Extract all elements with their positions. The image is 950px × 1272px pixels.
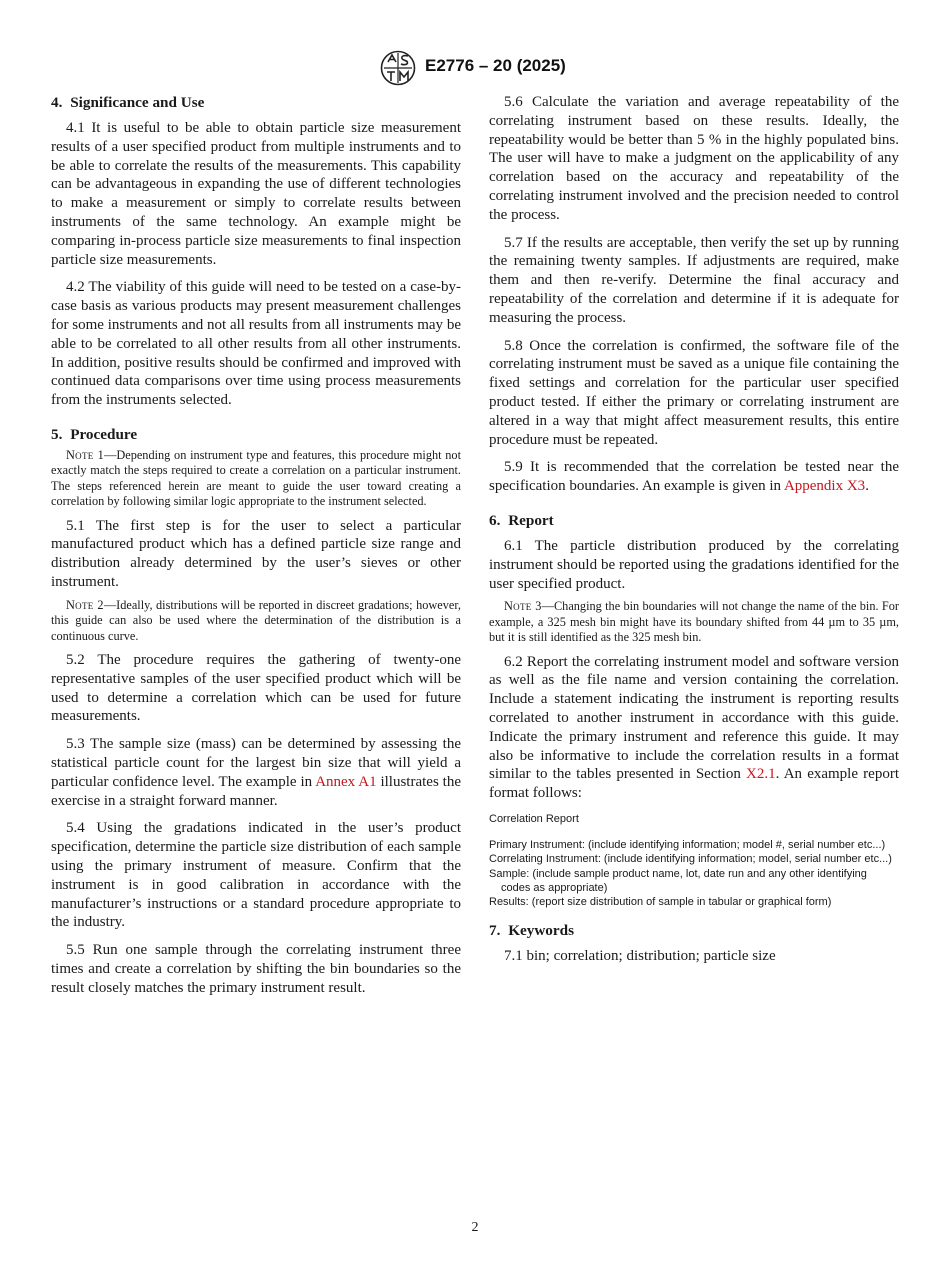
astm-logo-icon xyxy=(380,50,416,86)
note-label: Note 3 xyxy=(504,599,542,614)
section-title: Keywords xyxy=(508,922,574,940)
paragraph-text: illustrates the exercise in a straight forward manner. xyxy=(51,773,462,809)
note-text: —Depending on instrument type and features, this procedure might not exactly match the steps required to create a correlation on a particular instrument. The steps referenced herein are meant to guide the user toward creating a correlation by following similar logic appropriate to the instrument selected. xyxy=(51,447,462,509)
section-title: Report xyxy=(508,511,554,529)
appendix-x3-link[interactable]: Appendix X3 xyxy=(783,478,866,495)
note-2 xyxy=(51,598,461,644)
paragraph-text: . An example report format follows: xyxy=(489,766,899,802)
report-item-primary: Primary Instrument: (include identifying information; model #, serial number etc...) xyxy=(489,839,886,852)
paragraph-text: 5.3 The sample size (mass) can be determined by assessing the statistical particle count for the largest bin size that will yield a particular confidence level. The example in xyxy=(51,736,461,790)
section-number: 5. xyxy=(51,425,63,443)
page-number: 2 xyxy=(471,1220,479,1235)
section-x2-1-link[interactable]: X2.1 xyxy=(746,766,776,783)
page-header xyxy=(0,50,950,86)
section-title: Significance and Use xyxy=(70,94,205,111)
section-6-heading xyxy=(489,511,899,530)
paragraph-4-2: 4.2 The viability of this guide will need to be tested on a case-by-case basis as various products may present measurement challenges for some instruments and not all results from all instruments may be able to be correlated to all other results from all other instruments. In addition, positive results should be confirmed and improved with continued data comparisons over time using process measurements from the instruments selected. xyxy=(51,279,461,409)
paragraph-5-6: 5.6 Calculate the variation and average repeatability of the correlating instrument based on these results. Ideally, the repeatability would be better than 5 % in the highly populated bins. The user will have to make a judgment on the applicability of any correlation based on the accuracy and repeatability of the correlating instrument involved and the precision needed to control the process. xyxy=(489,94,899,223)
section-7-heading xyxy=(489,921,899,940)
annex-a1-link[interactable]: Annex A1 xyxy=(315,773,377,790)
paragraph-5-8: 5.8 Once the correlation is confirmed, the software file of the correlating instrument must be saved as a unique file containing the fixed settings and correlation for the particular user specified product tested. If either the primary or correlating instrument are altered in a way that might affect measurement results, this entire procedure must be repeated. xyxy=(489,337,899,448)
report-item-correlating: Correlating Instrument: (include identifying information; model, serial number etc...) xyxy=(489,853,892,866)
paragraph-5-2: 5.2 The procedure requires the gathering of twenty-one representative samples of the user specified product which will be used to determine a correlation which can be used for future measurements. xyxy=(51,651,461,725)
left-column xyxy=(51,93,461,1007)
note-3 xyxy=(489,599,899,645)
section-5-heading xyxy=(51,425,461,444)
report-item-results: Results: (report size distribution of sample in tabular or graphical form) xyxy=(489,895,832,908)
note-label: Note 1 xyxy=(66,447,105,462)
section-number: 7. xyxy=(489,922,501,940)
paragraph-text: 5.9 It is recommended that the correlation be tested near the specification boundaries. An example is given in xyxy=(489,459,899,495)
note-text: —Changing the bin boundaries will not change the name of the bin. For example, a 325 mesh bin might have its boundary shifted from 44 µm to 35 µm, but it is still identified as the 325 mesh bin. xyxy=(489,599,899,645)
paragraph-text: 6.2 Report the correlating instrument model and software version as well as the file name and version containing the correlation. Include a statement indicating the instrument is reporting results correlated to another instrument in accordance with this guide. Indicate the primary instrument and reference this guide. It may also be informative to include the correlation results in a format similar to the tables presented in Section xyxy=(489,653,899,783)
right-column xyxy=(489,93,899,975)
section-number: 6. xyxy=(489,511,501,529)
paragraph-5-4: 5.4 Using the gradations indicated in the user’s product specification, determine the particle size distribution of each sample using the primary instrument of measure. Confirm that the instrument is in good calibration in accordance with the manufacturer’s instructions or a standard procedure appropriate to the industry. xyxy=(51,820,461,931)
paragraph-5-9 xyxy=(489,458,899,496)
paragraph-5-3 xyxy=(51,735,461,810)
section-title: Procedure xyxy=(70,425,138,443)
correlation-report-example xyxy=(489,812,899,909)
paragraph-6-2 xyxy=(489,653,899,803)
note-1 xyxy=(51,448,461,510)
note-text: —Ideally, distributions will be reported in discreet gradations; however, this guide can also be used where the determination of the distribution is a continuous curve. xyxy=(51,597,462,643)
note-label: Note 2 xyxy=(66,597,104,612)
section-number: 4. xyxy=(51,94,63,111)
paragraph-4-1: 4.1 It is useful to be able to obtain particle size measurement results of a user specified product from multiple instruments and to be able to correlate the results of the measurements. This capability can be advantageous in expanding the use of different technologies to make a measurement or simply to correlate results between instruments of the same technology. An example might be comparing in-process particle size measurements to final inspection particle size measurements. xyxy=(51,120,461,268)
paragraph-5-1: 5.1 The first step is for the user to select a particular manufactured product which has a defined particle size range and distribution already determined by the user’s sieves or other instrument. xyxy=(51,517,461,590)
paragraph-text: . xyxy=(865,478,869,495)
document-id: E2776 – 20 (2025) xyxy=(425,56,566,75)
paragraph-6-1: 6.1 The particle distribution produced by the correlating instrument should be reported using the gradations identified for the user specified product. xyxy=(489,537,899,592)
section-4-heading xyxy=(51,93,461,112)
report-item-sample: Sample: (include sample product name, lot, date run and any other identifying codes as appropriate) xyxy=(489,867,867,894)
paragraph-7-1: 7.1 bin; correlation; distribution; particle size xyxy=(504,948,776,965)
report-title: Correlation Report xyxy=(489,812,579,825)
paragraph-5-5: 5.5 Run one sample through the correlating instrument three times and create a correlation by shifting the bin boundaries so the result closely matches the primary instrument result. xyxy=(51,942,461,996)
paragraph-5-7: 5.7 If the results are acceptable, then verify the set up by running the remaining twenty samples. If adjustments are required, make them and then re-verify. Determine the final accuracy and repeatability of the correlation and determine if it is adequate for measuring the process. xyxy=(489,234,899,326)
